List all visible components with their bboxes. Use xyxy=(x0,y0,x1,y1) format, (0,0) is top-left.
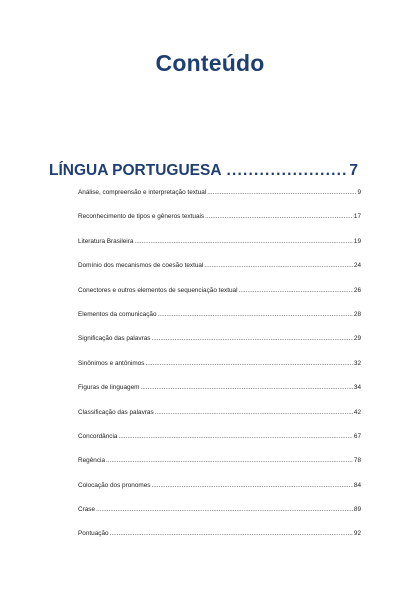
toc-entry[interactable] xyxy=(78,409,361,433)
toc-entry[interactable] xyxy=(78,530,361,554)
toc-entry-page: 19 xyxy=(353,237,361,245)
toc-entry[interactable] xyxy=(78,311,361,335)
dot-leader xyxy=(151,482,352,490)
toc-entry[interactable] xyxy=(78,335,361,359)
toc-entry-label: Figuras de linguagem xyxy=(78,384,140,392)
toc-entry-label: Reconhecimento de tipos e gêneros textuais xyxy=(78,213,205,221)
toc-entry-label: Análise, compreensão e interpretação textual xyxy=(78,189,207,196)
dot-leader xyxy=(239,287,353,295)
toc-entry[interactable] xyxy=(78,238,361,262)
section-title: LÍNGUA PORTUGUESA xyxy=(49,162,222,179)
toc-entry-page: 17 xyxy=(353,213,361,221)
toc-entry-list xyxy=(78,189,361,555)
toc-entry-label: Crase xyxy=(78,506,96,514)
toc-entry-label: Regência xyxy=(78,457,106,465)
dot-leader xyxy=(118,433,352,441)
toc-entry-label: Conectores e outros elementos de sequenciação textual xyxy=(78,286,238,294)
toc-entry-page: 26 xyxy=(353,286,361,294)
toc-entry-label: Classificação das palavras xyxy=(78,408,154,416)
dot-leader xyxy=(151,335,352,343)
section-heading-row[interactable] xyxy=(49,162,358,180)
dot-leader xyxy=(158,311,353,319)
dot-leader xyxy=(205,213,353,221)
dot-leader xyxy=(106,457,353,465)
toc-entry[interactable] xyxy=(78,433,361,457)
toc-entry[interactable] xyxy=(78,287,361,311)
toc-entry-label: Concordância xyxy=(78,432,118,440)
dot-leader xyxy=(155,409,353,417)
toc-entry[interactable] xyxy=(78,506,361,530)
toc-entry[interactable] xyxy=(78,262,361,286)
toc-entry-page: 9 xyxy=(357,189,361,196)
toc-entry[interactable] xyxy=(78,482,361,506)
dot-leader xyxy=(145,360,352,368)
toc-entry-label: Domínio dos mecanismos de coesão textual xyxy=(78,262,204,270)
toc-entry-label: Sinônimos e antônimos xyxy=(78,359,145,367)
toc-entry-page: 92 xyxy=(353,530,361,538)
toc-entry-page: 34 xyxy=(353,384,361,392)
page-title: Conteúdo xyxy=(155,50,265,76)
toc-entry-page: 89 xyxy=(353,506,361,514)
toc-entry-page: 67 xyxy=(353,432,361,440)
dot-leader xyxy=(134,238,352,246)
toc-entry-label: Literatura Brasileira xyxy=(78,237,134,245)
toc-entry[interactable] xyxy=(78,189,361,213)
toc-entry-label: Significação das palavras xyxy=(78,335,151,343)
dot-leader xyxy=(204,262,352,270)
toc-entry[interactable] xyxy=(78,213,361,237)
toc-entry-page: 24 xyxy=(353,262,361,270)
dot-leader xyxy=(110,530,353,538)
toc-entry-label: Pontuação xyxy=(78,530,109,538)
toc-entry-label: Elementos da comunicação xyxy=(78,310,157,318)
section-dot-leader xyxy=(227,162,347,180)
dot-leader xyxy=(207,189,356,197)
dot-leader xyxy=(96,506,353,514)
toc-entry-page: 28 xyxy=(353,310,361,318)
toc-entry[interactable] xyxy=(78,384,361,408)
toc-entry-page: 29 xyxy=(353,335,361,343)
toc-entry[interactable] xyxy=(78,457,361,481)
toc-entry[interactable] xyxy=(78,360,361,384)
toc-entry-label: Colocação dos pronomes xyxy=(78,481,151,489)
section-page-number: 7 xyxy=(349,162,358,179)
toc-entry-page: 42 xyxy=(353,408,361,416)
toc-entry-page: 78 xyxy=(353,457,361,465)
toc-entry-page: 32 xyxy=(353,359,361,367)
dot-leader xyxy=(140,384,352,392)
toc-entry-page: 84 xyxy=(353,481,361,489)
